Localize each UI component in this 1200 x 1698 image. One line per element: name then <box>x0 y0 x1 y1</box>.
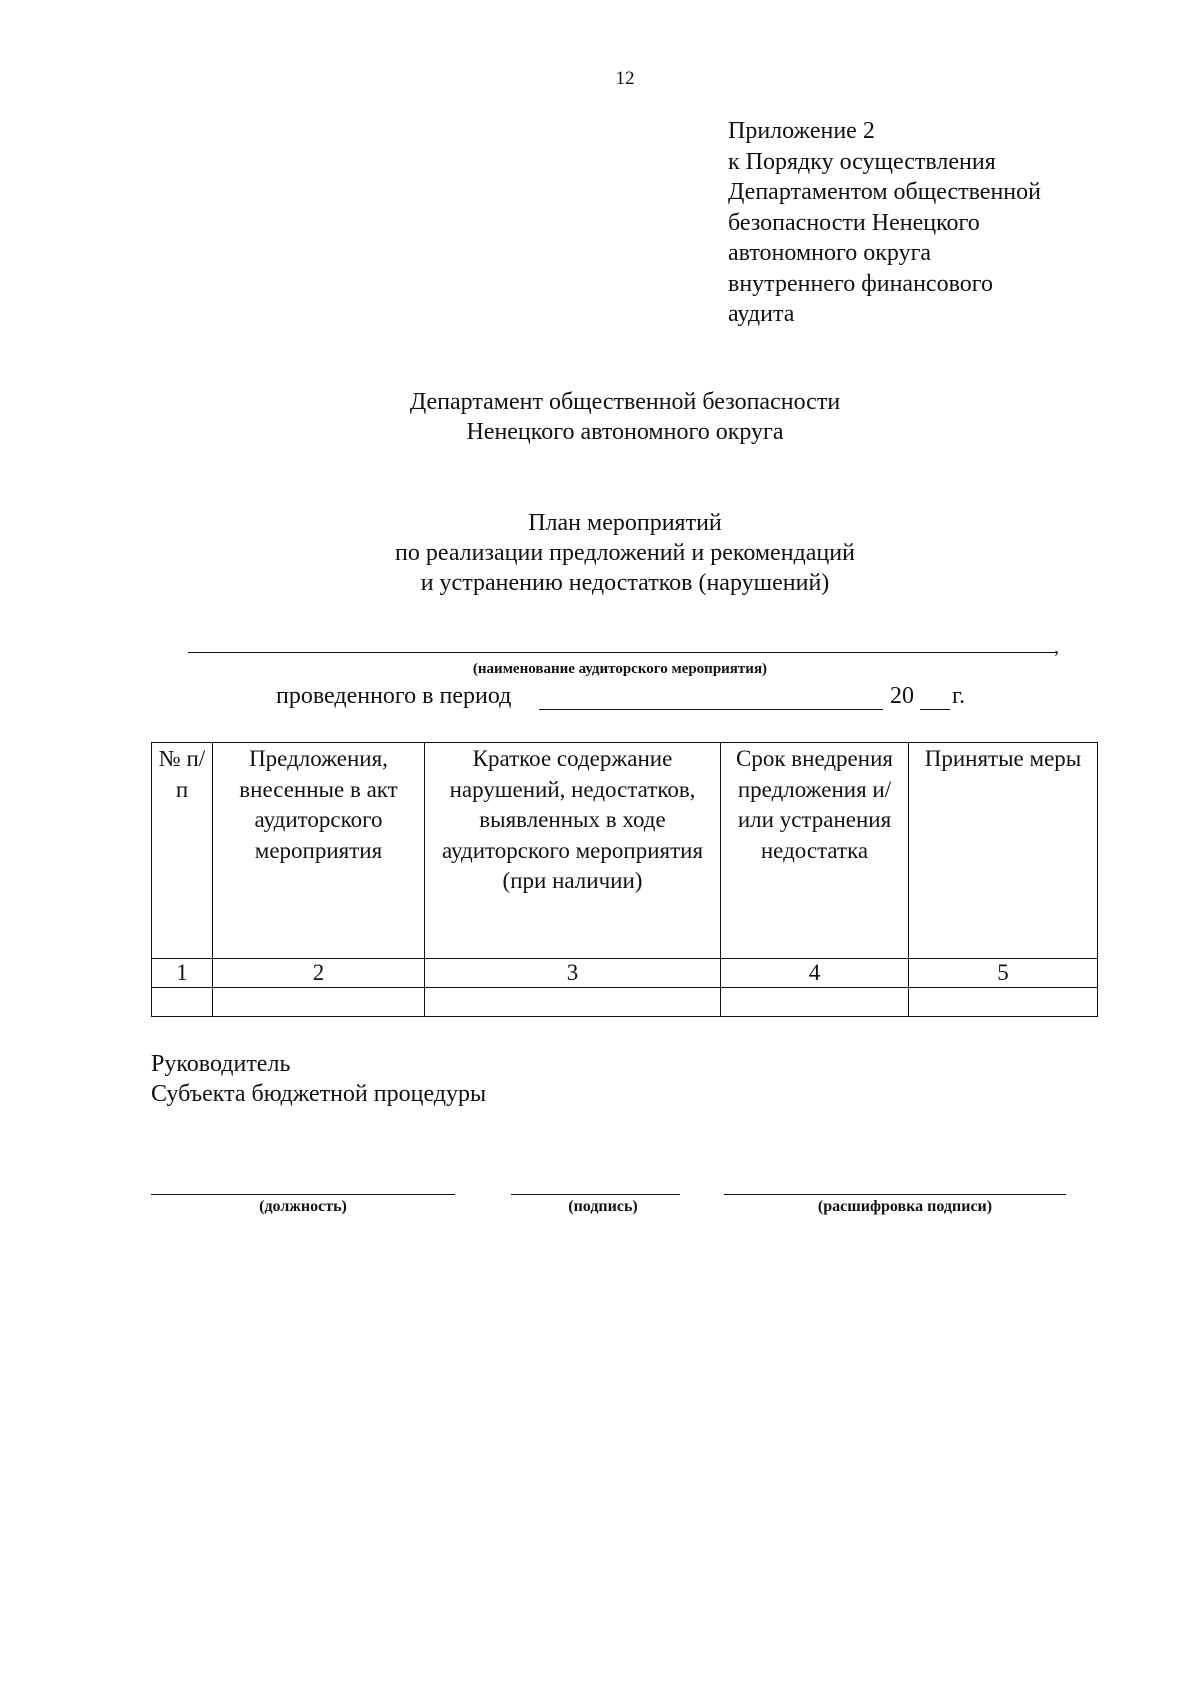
signer-line: Субъекта бюджетной процедуры <box>151 1081 487 1107</box>
year-suffix: г. <box>952 683 966 709</box>
department-line: Департамент общественной безопасности <box>409 389 841 415</box>
department-line: Ненецкого автономного округа <box>466 419 784 445</box>
table-cell[interactable] <box>909 988 1098 1017</box>
event-name-caption: (наименование аудиторского мероприятия) <box>472 661 768 677</box>
table-cell[interactable] <box>425 988 721 1017</box>
header-cell-deadline: Срок внедрения предложения и/или устранения недостатка <box>721 743 909 959</box>
signature-blank-line[interactable] <box>511 1194 680 1195</box>
signer-line: Руководитель <box>151 1051 291 1077</box>
header-cell-number: № п/п <box>152 743 213 959</box>
appendix-line: внутреннего финансового <box>728 270 993 297</box>
column-number-cell: 2 <box>213 959 425 988</box>
table-header-row <box>152 743 1098 959</box>
signer-title <box>151 1049 486 1109</box>
plan-title-line: и устранению недостатков (нарушений) <box>420 570 830 596</box>
table-cell[interactable] <box>152 988 213 1017</box>
header-cell-measures: Принятые меры <box>909 743 1098 959</box>
signature-decoding-blank-line[interactable] <box>724 1194 1066 1195</box>
decoding-caption: (расшифровка подписи) <box>817 1198 993 1215</box>
year-prefix: 20 <box>890 683 914 709</box>
column-number-cell: 5 <box>909 959 1098 988</box>
event-name-comma: , <box>1054 636 1059 658</box>
table-cell[interactable] <box>721 988 909 1017</box>
appendix-line: безопасности Ненецкого <box>728 209 980 236</box>
header-cell-violations: Краткое содержание нарушений, недостатков, выявленных в ходе аудиторского мероприятия (при наличии) <box>425 743 721 959</box>
table-row <box>152 988 1098 1017</box>
plan-title-line: по реализации предложений и рекомендаций <box>395 540 855 566</box>
period-label: проведенного в период <box>276 683 512 709</box>
appendix-line: Приложение 2 <box>728 118 875 144</box>
appendix-heading <box>728 116 1041 330</box>
event-name-blank-line[interactable] <box>188 652 1056 653</box>
column-number-cell: 3 <box>425 959 721 988</box>
position-caption: (должность) <box>259 1198 347 1215</box>
plan-table <box>151 742 1098 1017</box>
department-name <box>0 387 1200 447</box>
period-blank-line[interactable] <box>539 709 883 710</box>
appendix-line: к Порядку осуществления <box>728 148 996 175</box>
page-number: 12 <box>615 68 635 89</box>
signature-caption: (подпись) <box>568 1198 638 1215</box>
position-blank-line[interactable] <box>151 1194 455 1195</box>
header-cell-proposals: Предложения, внесенные в акт аудиторского мероприятия <box>213 743 425 959</box>
appendix-line: Департаментом общественной <box>728 179 1041 205</box>
plan-title <box>0 508 1200 598</box>
appendix-line: автономного округа <box>728 240 932 266</box>
plan-title-line: План мероприятий <box>528 510 722 536</box>
column-number-row <box>152 959 1098 988</box>
column-number-cell: 4 <box>721 959 909 988</box>
appendix-line: аудита <box>728 301 795 327</box>
table-cell[interactable] <box>213 988 425 1017</box>
column-number-cell: 1 <box>152 959 213 988</box>
year-blank-line[interactable] <box>920 709 950 710</box>
